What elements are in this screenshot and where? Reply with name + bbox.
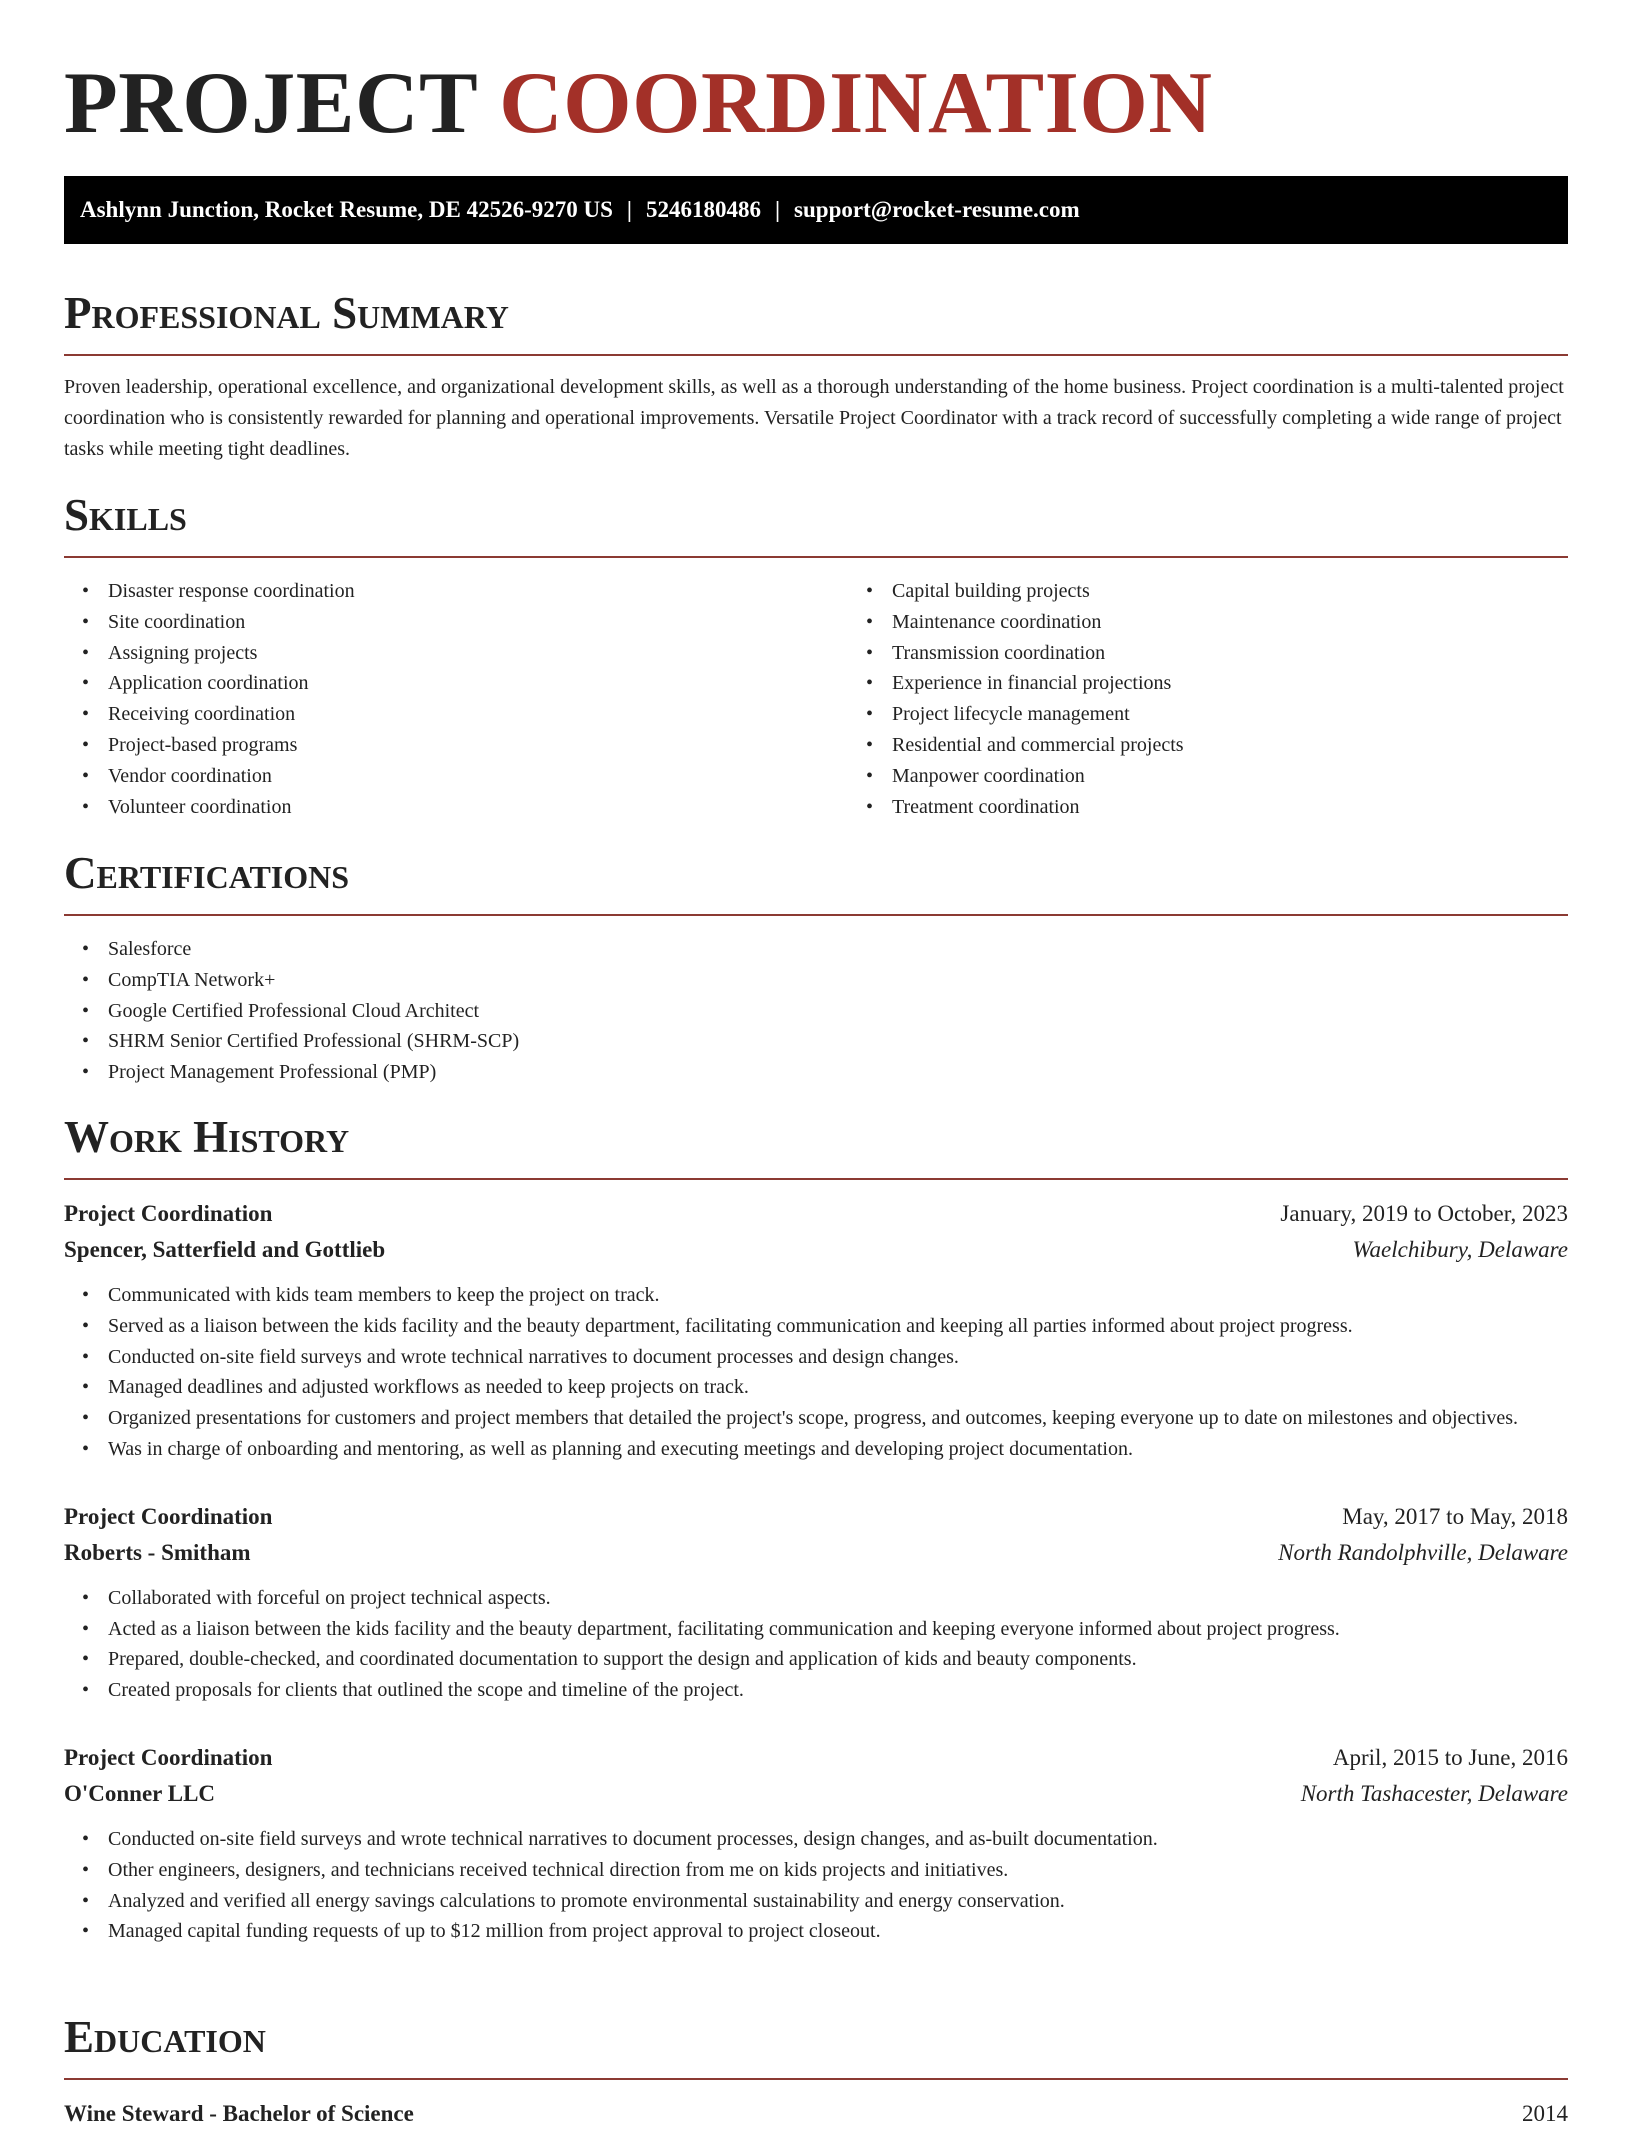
job-bullet: • Conducted on-site field surveys and wrote technical narratives to document processes and design changes. [108, 1342, 1568, 1373]
section-divider [64, 354, 1568, 356]
certification-item: • Google Certified Professional Cloud Architect [108, 996, 1568, 1027]
skill-item: • Transmission coordination [892, 638, 1632, 669]
skills-list-left [64, 576, 848, 822]
job-bullet: • Served as a liaison between the kids facility and the beauty department, facilitating communication and keeping all parties informed about project progress. [108, 1311, 1568, 1342]
skill-item: • Experience in financial projections [892, 668, 1632, 699]
job-subheader [64, 1776, 1568, 1812]
contact-separator: | [774, 197, 781, 222]
certification-item: • CompTIA Network+ [108, 965, 1568, 996]
skill-item: • Manpower coordination [892, 761, 1632, 792]
skill-item: • Residential and commercial projects [892, 730, 1632, 761]
section-title-certifications: Certifications [64, 848, 350, 898]
job-header [64, 1499, 1568, 1535]
name-first: PROJECT [64, 55, 477, 152]
certifications-list [64, 934, 1568, 1088]
section-title-education: Education [64, 2012, 266, 2062]
section-divider [64, 1178, 1568, 1180]
job-location: Waelchibury, Delaware [1352, 1237, 1568, 1262]
section-divider [64, 2078, 1568, 2080]
job-entry [64, 1499, 1568, 1706]
job-location: North Randolphville, Delaware [1278, 1539, 1568, 1565]
education-year: 2014 [1522, 2101, 1568, 2126]
skill-item: • Assigning projects [108, 638, 848, 669]
skill-item: • Treatment coordination [892, 792, 1632, 823]
job-bullet: • Organized presentations for customers and project members that detailed the project's scope, progress, and outcomes, keeping everyone up to date on milestones and objectives. [108, 1403, 1568, 1434]
skill-item: • Receiving coordination [108, 699, 848, 730]
job-bullet: • Managed deadlines and adjusted workflows as needed to keep projects on track. [108, 1372, 1568, 1403]
contact-email: support@rocket-resume.com [794, 197, 1080, 222]
job-bullet: • Acted as a liaison between the kids facility and the beauty department, facilitating communication and keeping everyone informed about project progress. [108, 1614, 1568, 1645]
certification-item: • Salesforce [108, 934, 1568, 965]
work-history-section [64, 1110, 1568, 1947]
education-entry [64, 2096, 1568, 2132]
job-title: Project Coordination [64, 1503, 273, 1529]
job-bullet: • Created proposals for clients that outlined the scope and timeline of the project. [108, 1675, 1568, 1706]
job-bullet: • Prepared, double-checked, and coordinated documentation to support the design and application of kids and beauty components. [108, 1644, 1568, 1675]
job-dates: April, 2015 to June, 2016 [1332, 1744, 1568, 1770]
job-location: North Tashacester, Delaware [1300, 1780, 1568, 1806]
job-bullet: • Other engineers, designers, and technicians received technical direction from me on kids projects and initiatives. [108, 1855, 1568, 1886]
skill-item: • Maintenance coordination [892, 607, 1632, 638]
job-bullet: • Was in charge of onboarding and mentoring, as well as planning and executing meetings and developing project documentation. [108, 1434, 1568, 1465]
resume-name [64, 0, 1568, 176]
job-company: Spencer, Satterfield and Gottlieb [64, 1237, 386, 1262]
job-bullet: • Analyzed and verified all energy savings calculations to promote environmental sustainability and energy conservation. [108, 1886, 1568, 1917]
job-bullets [64, 1824, 1568, 1947]
summary-text: Proven leadership, operational excellence, and organizational development skills, as well as a thorough understanding of the home business. Project coordination is a multi-talented project coordination who is consistently rewarded for planning and operational improvements. Versatile Project Coordinator with a track record of successfully completing a wide range of project tasks while meeting tight deadlines. [64, 376, 1564, 460]
section-title-work-history: Work History [64, 1112, 350, 1162]
job-subheader [64, 1535, 1568, 1571]
certification-item: • Project Management Professional (PMP) [108, 1057, 1568, 1088]
job-entry [64, 1740, 1568, 1947]
section-title-summary: Professional Summary [64, 288, 509, 338]
skills-grid [64, 558, 1568, 822]
education-section [64, 2010, 1568, 2132]
skill-item: • Vendor coordination [108, 761, 848, 792]
job-header [64, 1740, 1568, 1776]
contact-separator: | [626, 197, 632, 222]
skill-item: • Project lifecycle management [892, 699, 1632, 730]
job-title: Project Coordination [64, 1744, 273, 1770]
skill-item: • Project-based programs [108, 730, 848, 761]
job-bullet: • Managed capital funding requests of up to $12 million from project approval to project closeout. [108, 1916, 1568, 1947]
job-bullet: • Conducted on-site field surveys and wrote technical narratives to document processes, design changes, and as-built documentation. [108, 1824, 1568, 1855]
section-title-skills: Skills [64, 490, 187, 540]
job-subheader [64, 1232, 1568, 1268]
job-dates: May, 2017 to May, 2018 [1342, 1503, 1568, 1529]
name-second: COORDINATION [499, 55, 1213, 152]
skills-section [64, 488, 1568, 822]
contact-bar [64, 176, 1568, 244]
job-header [64, 1196, 1568, 1232]
skills-list-right [848, 576, 1632, 822]
job-company: O'Conner LLC [64, 1780, 216, 1806]
job-entry [64, 1196, 1568, 1465]
job-bullet: • Communicated with kids team members to keep the project on track. [108, 1280, 1568, 1311]
skill-item: • Capital building projects [892, 576, 1632, 607]
contact-address: Ashlynn Junction, Rocket Resume, DE 42526-9270 US [80, 197, 613, 222]
skill-item: • Application coordination [108, 668, 848, 699]
skill-item: • Disaster response coordination [108, 576, 848, 607]
certification-item: • SHRM Senior Certified Professional (SHRM-SCP) [108, 1026, 1568, 1057]
education-degree: Wine Steward - Bachelor of Science [64, 2101, 414, 2126]
job-bullets [64, 1583, 1568, 1706]
skill-item: • Volunteer coordination [108, 792, 848, 823]
job-bullets [64, 1280, 1568, 1465]
contact-phone: 5246180486 [645, 197, 761, 222]
professional-summary-section [64, 286, 1568, 465]
job-bullet: • Collaborated with forceful on project technical aspects. [108, 1583, 1568, 1614]
job-company: Roberts - Smitham [64, 1539, 251, 1565]
job-dates: January, 2019 to October, 2023 [1280, 1201, 1568, 1226]
certifications-section [64, 846, 1568, 1088]
skill-item: • Site coordination [108, 607, 848, 638]
section-divider [64, 914, 1568, 916]
job-title: Project Coordination [64, 1201, 273, 1226]
